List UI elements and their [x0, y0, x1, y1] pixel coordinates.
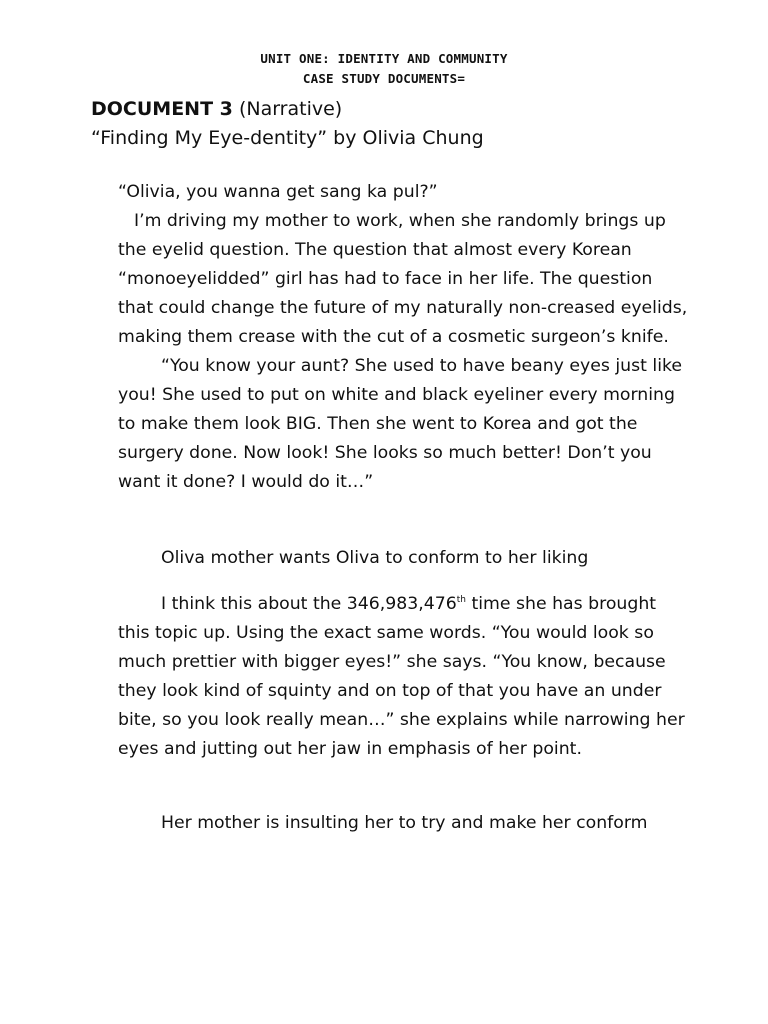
annotation-1: Oliva mother wants Oliva to conform to her liking [161, 548, 589, 568]
annotation-block-1 [118, 544, 688, 573]
annotation-2: Her mother is insulting her to try and make her conform [161, 813, 648, 833]
document-label: DOCUMENT 3 [91, 98, 233, 120]
case-study-heading: CASE STUDY DOCUMENTS= [302, 71, 466, 86]
narrative-block-2 [118, 590, 688, 764]
document-type: (Narrative) [238, 98, 343, 120]
paragraph-2: I’m driving my mother to work, when she randomly brings up the eyelid question. The question that almost every Korean “monoeyelidded” girl has had to face in her life. The question that could change the future of my naturally non-creased eyelids, making them crease with the cut of a cosmetic surgeon’s knife. [118, 211, 688, 347]
annotation-block-2 [118, 809, 688, 838]
unit-heading: UNIT ONE: IDENTITY AND COMMUNITY [260, 51, 508, 66]
paragraph-3: “You know your aunt? She used to have beany eyes just like you! She used to put on white and black eyeliner every morning to make them look BIG. Then she went to Korea and got the surgery done. Now look! She looks so much better! Don’t you want it done? I would do it…” [118, 356, 683, 492]
paragraph-4-start: I think this about the 346,983,476 [161, 594, 457, 614]
document-title [91, 95, 342, 123]
paragraph-4-end: time she has brought this topic up. Using the exact same words. “You would look so much prettier with bigger eyes!” she says. “You know, because they look kind of squinty and on top of that you have an under bite, so you look really mean…” she explains while narrowing her eyes and jutting out her jaw in emphasis of her point. [118, 594, 685, 759]
paragraph-1: “Olivia, you wanna get sang ka pul?” [118, 182, 438, 202]
paragraph-4 [118, 590, 688, 764]
document-subtitle: “Finding My Eye-dentity” by Olivia Chung [91, 127, 484, 149]
ordinal-suffix: th [456, 595, 466, 606]
narrative-block [118, 178, 688, 497]
